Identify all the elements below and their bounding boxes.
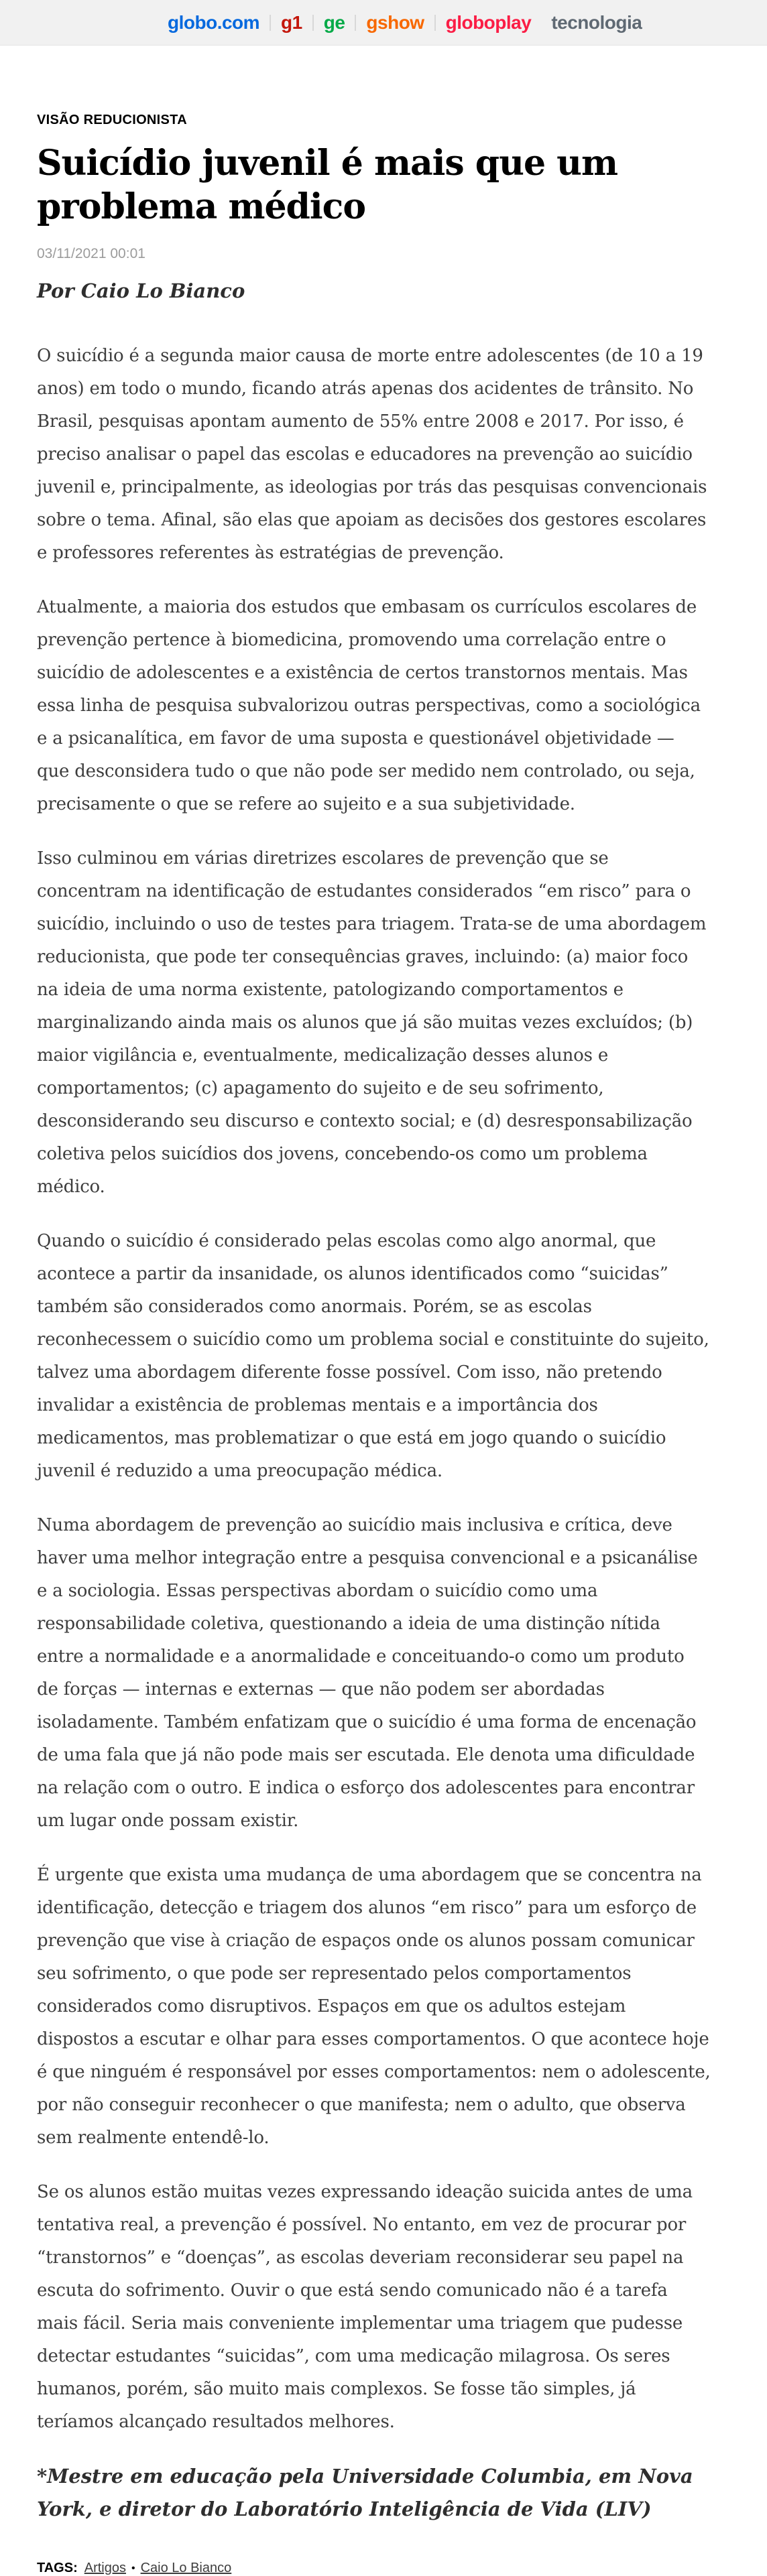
nav-g1[interactable]: g1 bbox=[281, 11, 302, 33]
tag-link-artigos[interactable]: Artigos bbox=[84, 2561, 126, 2575]
article-paragraph: O suicídio é a segunda maior causa de morte entre adolescentes (de 10 a 19 anos) em todo o mundo, ficando atrás apenas dos acidentes de trânsito. No Brasil, pesquisas apontam aumento de 55% entre 2008 e 2017. Por isso, é preciso analisar o papel das escolas e educadores na prevenção ao suicídio juvenil e, principalmente, as ideologias por trás das pesquisas convencionais sobre o tema. Afinal, são elas que apoiam as decisões dos gestores escolares e professores referentes às estratégias de prevenção. bbox=[37, 346, 707, 563]
publish-date: 03/11/2021 00:01 bbox=[37, 246, 145, 261]
article-paragraph: Se os alunos estão muitas vezes expressando ideação suicida antes de uma tentativa real, a prevenção é possível. No entanto, em vez de procurar por “transtornos” e “doenças”, as escolas deveriam reconsiderar seu papel na escuta do sofrimento. Ouvir o que está sendo comunicado não é a tarefa mais fácil. Seria mais conveniente implementar uma triagem que pudesse detectar estudantes “suicidas”, com uma medicação milagrosa. Os seres humanos, porém, são muito mais complexos. Se fosse tão simples, já teríamos alcançado resultados melhores. bbox=[37, 2182, 693, 2432]
article-title: Suicídio juvenil é mais que um problema médico bbox=[37, 143, 617, 227]
tag-separator-bullet: • bbox=[131, 2562, 135, 2574]
nav-globo-com[interactable]: globo.com bbox=[168, 11, 260, 33]
article-paragraph: Quando o suicídio é considerado pelas escolas como algo anormal, que acontece a partir da insanidade, os alunos identificados como “suicidas” também são considerados como anormais. Porém, se as escolas reconhecessem o suicídio como um problema social e constituinte do sujeito, talvez uma abordagem diferente fosse possível. Com isso, não pretendo invalidar a existência de problemas mentais e a importância dos medicamentos, mas problematizar o que está em jogo quando o suicídio juvenil é reduzido a uma preocupação médica. bbox=[37, 1231, 709, 1481]
article-kicker: VISÃO REDUCIONISTA bbox=[37, 113, 187, 127]
tags-label: TAGS: bbox=[37, 2561, 78, 2575]
nav-separator bbox=[270, 15, 271, 31]
nav-globoplay[interactable]: globoplay bbox=[445, 11, 532, 33]
nav-tecnologia[interactable]: tecnologia bbox=[551, 11, 642, 33]
nav-separator bbox=[355, 15, 356, 31]
tags-bar bbox=[37, 2561, 730, 2576]
author-byline: Por Caio Lo Bianco bbox=[37, 279, 245, 302]
article-paragraph: É urgente que exista uma mudança de uma abordagem que se concentra na identificação, detecção e triagem dos alunos “em risco” para um esforço de prevenção que vise à criação de espaços onde os alunos possam comunicar seu sofrimento, o que pode ser representado pelos comportamentos considerados como disruptivos. Espaços em que os adultos estejam dispostos a escutar e olhar para esses comportamentos. O que acontece hoje é que ninguém é responsável por esses comportamentos: nem o adolescente, por não conseguir reconhecer o que manifesta; nem o adulto, que observa sem realmente entendê-lo. bbox=[37, 1865, 711, 2148]
nav-gshow[interactable]: gshow bbox=[366, 11, 424, 33]
tag-link-caio-lo-bianco[interactable]: Caio Lo Bianco bbox=[140, 2561, 232, 2575]
article-body bbox=[37, 340, 730, 2439]
article bbox=[0, 113, 767, 2576]
nav-ge[interactable]: ge bbox=[323, 11, 345, 33]
nav-separator bbox=[434, 15, 436, 31]
article-paragraph: Atualmente, a maioria dos estudos que embasam os currículos escolares de prevenção pertence à biomedicina, promovendo uma correlação entre o suicídio de adolescentes e a existência de certos transtornos mentais. Mas essa linha de pesquisa subvalorizou outras perspectivas, como a sociológica e a psicanalítica, em favor de uma suposta e questionável objetividade — que desconsidera tudo o que não pode ser medido nem controlado, ou seja, precisamente o que se refere ao sujeito e a sua subjetividade. bbox=[37, 597, 701, 814]
author-note: *Mestre em educação pela Universidade Columbia, em Nova York, e diretor do Laboratório Inteligência de Vida (LIV) bbox=[37, 2465, 693, 2520]
top-nav bbox=[0, 0, 767, 46]
article-paragraph: Isso culminou em várias diretrizes escolares de prevenção que se concentram na identificação de estudantes considerados “em risco” para o suicídio, incluindo o uso de testes para triagem. Trata-se de uma abordagem reducionista, que pode ter consequências graves, incluindo: (a) maior foco na ideia de uma norma existente, patologizando comportamentos e marginalizando ainda mais os alunos que já são muitas vezes excluídos; (b) maior vigilância e, eventualmente, medicalização desses alunos e comportamentos; (c) apagamento do sujeito e de seu sofrimento, desconsiderando seu discurso e contexto social; e (d) desresponsabilização coletiva pelos suicídios dos jovens, concebendo-os como um problema médico. bbox=[37, 848, 707, 1197]
nav-separator bbox=[312, 15, 314, 31]
article-paragraph: Numa abordagem de prevenção ao suicídio mais inclusiva e crítica, deve haver uma melhor integração entre a pesquisa convencional e a psicanálise e a sociologia. Essas perspectivas abordam o suicídio como uma responsabilidade coletiva, questionando a ideia de uma distinção nítida entre a normalidade e a anormalidade e conceituando-o como um produto de forças — internas e externas — que não podem ser abordadas isoladamente. Também enfatizam que o suicídio é uma forma de encenação de uma fala que já não pode mais ser escutada. Ele denota uma dificuldade na relação com o outro. E indica o esforço dos adolescentes para encontrar um lugar onde possam existir. bbox=[37, 1515, 698, 1831]
